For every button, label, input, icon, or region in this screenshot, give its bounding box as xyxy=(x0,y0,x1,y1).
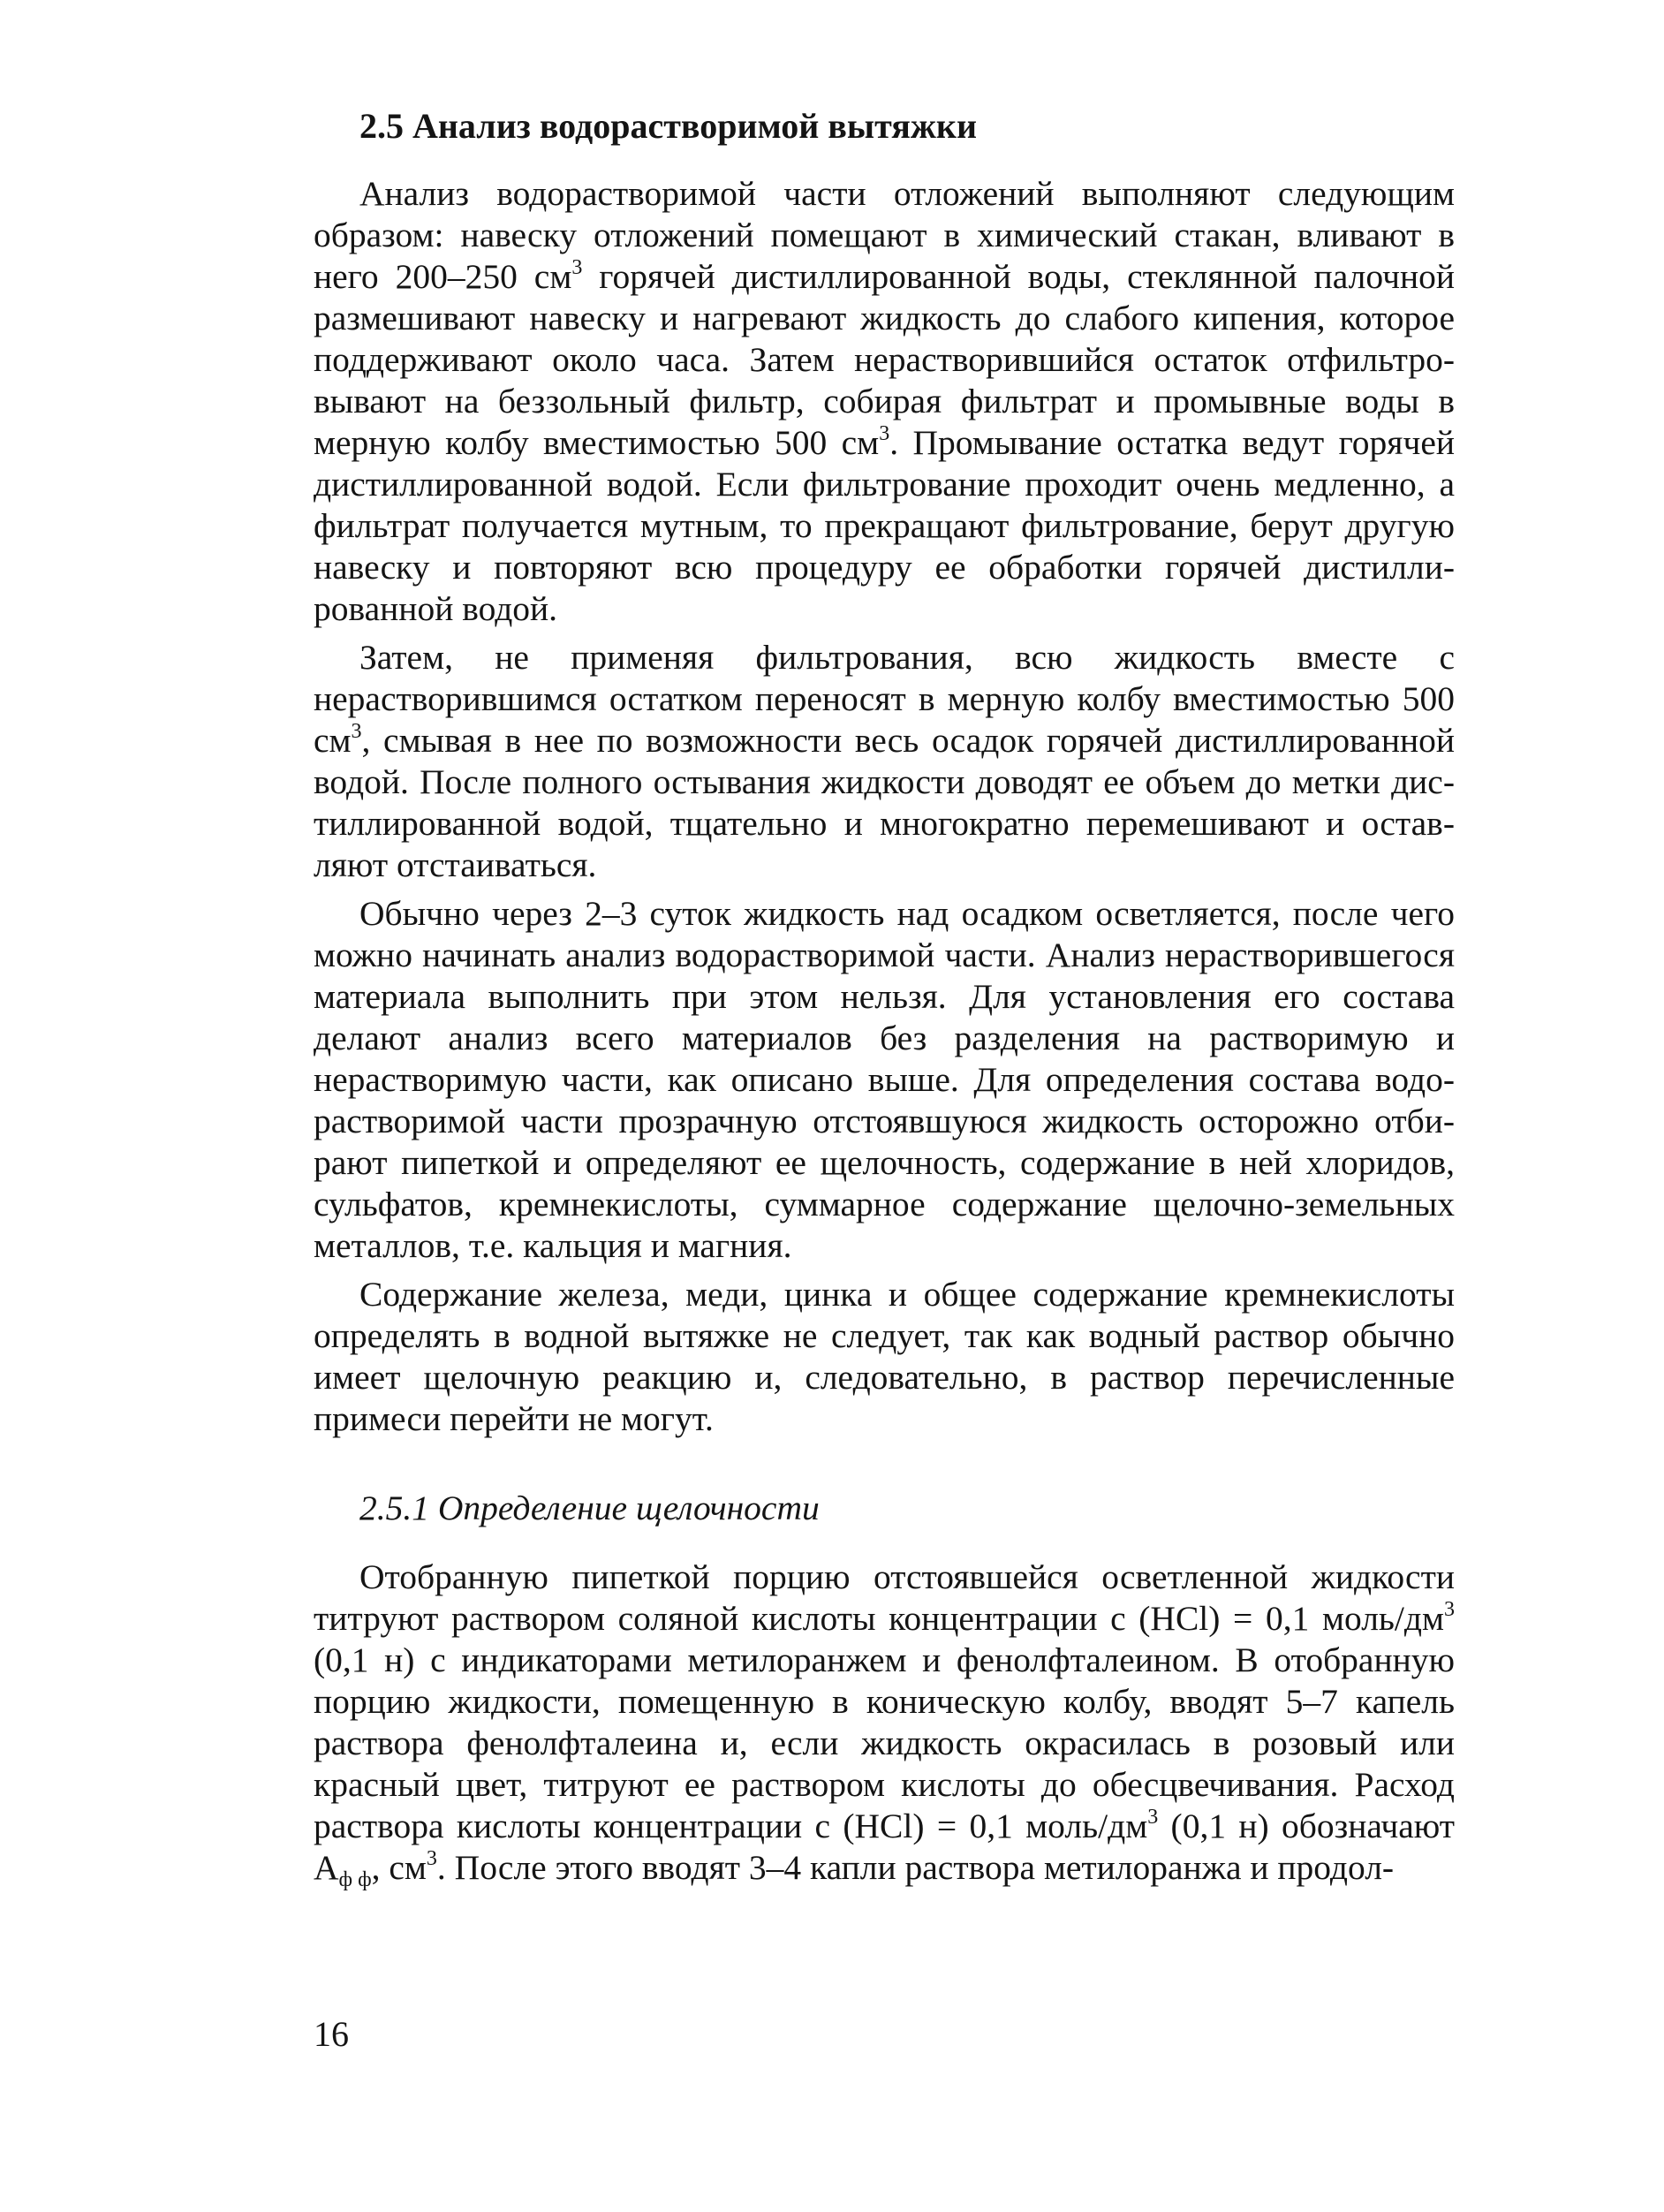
text-run: (0,1 н) с индикаторами метилоранжем и фенолфталеином. В отобранную порцию жидкости, помещенную в коническую колбу, вводят 5–7 капель раствора фенолфталеина и, если жидкость окрасилась в розовый или красный цвет, титруют ее раствором кислоты до обесцвечивания. Расход раствора кислоты концентрации с (HCl) = 0,1 моль/дм xyxy=(314,1640,1455,1845)
page-number: 16 xyxy=(314,2014,349,2054)
text-run: . Промывание остатка ведут горячей дистиллированной водой. Если фильтрование проходит очень медленно, а фильтрат получается мутным, то прекращают фильтрование, берут другую навеску и повторяют всю процедуру ее обработки горячей дистиллированной водой. xyxy=(314,423,1455,628)
superscript: 3 xyxy=(571,256,583,279)
section-heading: 2.5 Анализ водорастворимой вытяжки xyxy=(359,106,977,146)
text-run: Анализ водорастворимой части отложений выполняют следующим образом: навеску отложений помещают в химический стакан, вливают в него 200–250 см xyxy=(314,174,1455,296)
paragraph-4: Содержание железа, меди, цинка и общее содержание кремнекислоты определять в водной вытяжке не следует, так как водный раствор обычно имеет щелочную реакцию и, следовательно, в раствор перечисленные примеси перейти не могут. xyxy=(314,1275,1455,1438)
superscript: 3 xyxy=(1147,1806,1159,1829)
superscript: 3 xyxy=(879,422,890,445)
paragraph-3: Обычно через 2–3 суток жидкость над осадком осветляется, после чего можно начинать анализ водорастворимой части. Анализ нерастворившегося материала выполнить при этом нельзя. Для установления его состава делают анализ всего материалов без разделения на растворимую и нерастворимую части, как описано выше. Для определения состава водорастворимой части прозрачную отстоявшуюся жидкость осторожно отбирают пипеткой и определяют ее щелочность, содержание в ней хлоридов, сульфатов, кремнекислоты, суммарное содержание щелочно-земельных металлов, т.е. кальция и магния. xyxy=(314,894,1455,1265)
text-run: , см xyxy=(371,1848,427,1887)
text-run: горячей дистиллированной воды, стеклянной палочной размешивают навеску и нагревают жидкость до слабого кипения, которое поддерживают около часа. Затем нерастворившийся остаток отфильтровывают на беззольный фильтр, собирая фильтрат и промывные воды в мерную колбу вместимостью 500 см xyxy=(314,257,1455,462)
subsection-heading: 2.5.1 Определение щелочности xyxy=(359,1489,820,1527)
paragraph-5 xyxy=(314,1557,1455,1889)
paragraph-2 xyxy=(314,637,1455,886)
paragraph-1 xyxy=(314,173,1455,630)
text-run: Затем, не применяя фильтрования, всю жидкость вместе с нерастворившимся остатком переносят в мерную колбу вместимостью 500 см xyxy=(314,638,1455,760)
text-run: Отобранную пипеткой порцию отстоявшейся осветленной жидкости титруют раствором соляной кислоты концентрации с (HCl) = 0,1 моль/дм xyxy=(314,1557,1455,1638)
text-run: . После этого вводят 3–4 капли раствора метилоранжа и продол- xyxy=(436,1848,1395,1887)
text-run: (0,1 н) обозначают А xyxy=(314,1807,1455,1887)
text-run: , смывая в нее по возможности весь осадок горячей дистиллированной водой. После полного остывания жидкости доводят ее объем до метки дистиллированной водой, тщательно и многократно перемешивают и оставляют отстаиваться. xyxy=(314,721,1455,884)
subscript: ф ф xyxy=(338,1868,372,1891)
superscript: 3 xyxy=(351,720,362,743)
superscript: 3 xyxy=(426,1847,437,1870)
superscript: 3 xyxy=(1444,1598,1455,1621)
page-content xyxy=(314,104,1455,1896)
